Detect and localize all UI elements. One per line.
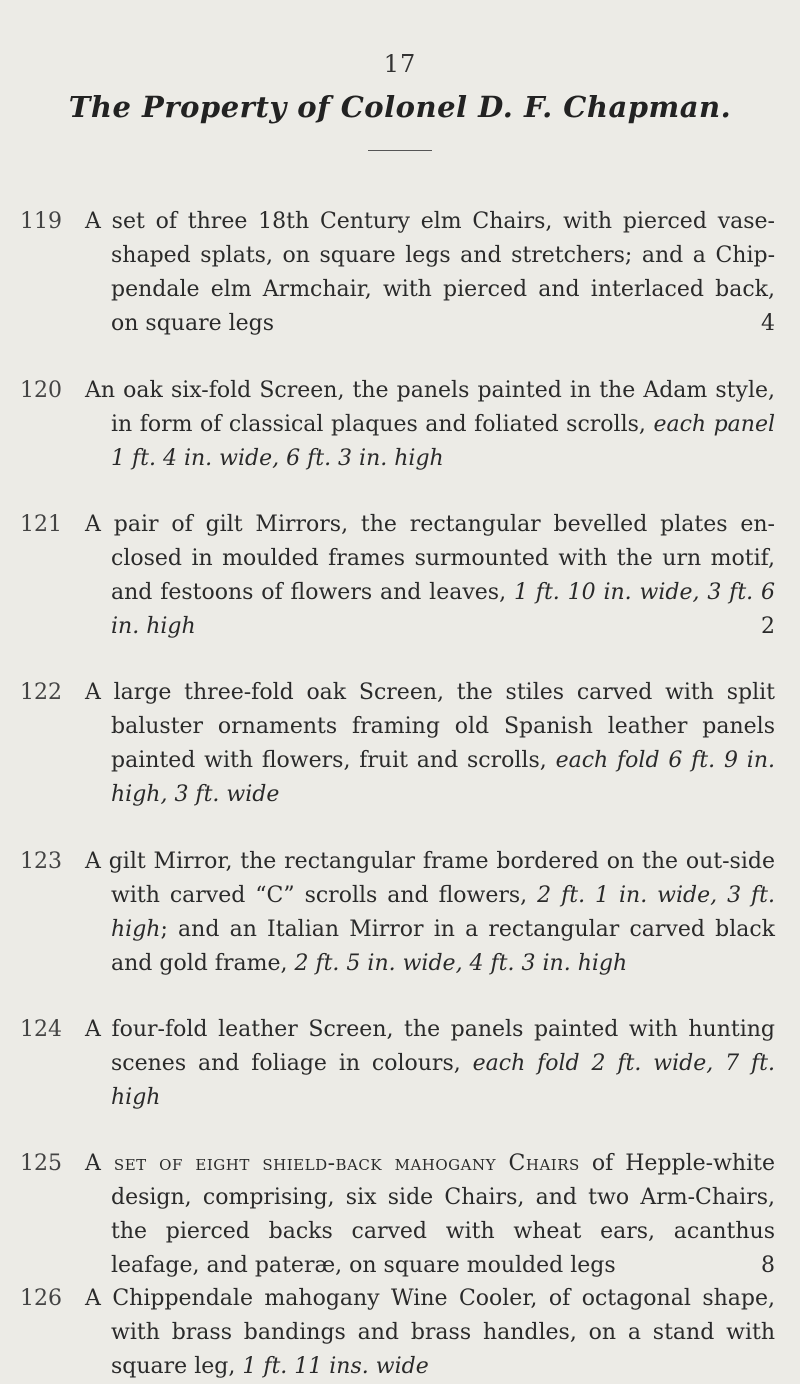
lot-number: 125: [20, 1151, 62, 1176]
lot-description: [85, 1282, 775, 1384]
lot-dimensions: each fold 2 ft. wide, 7 ft. high: [111, 1051, 775, 1110]
lot-lead-text: A set of eight shield-back mahogany Chairs: [85, 1151, 580, 1176]
lot-text: of Hepple-white design, comprising, six side Chairs, and two Arm-Chairs, the pierced backs carved with wheat ears, acanthus leafage, and pateræ, on square moulded legs: [111, 1151, 775, 1278]
lot-dimensions: 1 ft. 11 ins. wide: [242, 1354, 429, 1379]
lot-description: [85, 205, 775, 341]
lot-text: A pair of gilt Mirrors, the rectangular bevelled plates en-closed in moulded frames surmounted with the urn motif, and festoons of flowers and leaves,: [85, 512, 775, 605]
lot-text: An oak six-fold Screen, the panels painted in the Adam style, in form of classical plaques and foliated scrolls,: [85, 378, 775, 437]
lot-number: 120: [20, 378, 62, 403]
lot-entry: [0, 374, 800, 476]
lot-description: [85, 1013, 775, 1115]
lot-entry: [0, 845, 800, 981]
lot-text: A gilt Mirror, the rectangular frame bordered on the out-side with carved “C” scrolls and flowers,: [85, 849, 775, 908]
lot-text: A set of three 18th Century elm Chairs, with pierced vase-shaped splats, on square legs and stretchers; and a Chip-pendale elm Armchair, with pierced and interlaced back, on square legs: [85, 209, 775, 336]
lot-number: 124: [20, 1017, 62, 1042]
lot-text: A large three-fold oak Screen, the stiles carved with split baluster ornaments framing old Spanish leather panels painted with flowers, fruit and scrolls,: [85, 680, 775, 773]
lot-dimensions: each panel 1 ft. 4 in. wide, 6 ft. 3 in. high: [111, 412, 775, 471]
lot-entry: [0, 1282, 800, 1384]
page-title: The Property of Colonel D. F. Chapman.: [68, 90, 732, 124]
lot-description: [85, 1147, 775, 1283]
lot-description: [85, 676, 775, 812]
lot-description: [85, 374, 775, 476]
lot-number: 123: [20, 849, 62, 874]
lot-number: 119: [20, 209, 62, 234]
lot-number: 126: [20, 1286, 62, 1311]
page-number: 17: [383, 50, 417, 78]
lot-entry: [0, 1147, 800, 1283]
lot-entry: [0, 676, 800, 812]
lot-text: A four-fold leather Screen, the panels painted with hunting scenes and foliage in colours,: [85, 1017, 775, 1076]
lot-quantity: 8: [761, 1253, 775, 1278]
lot-dimensions-second: 2 ft. 5 in. wide, 4 ft. 3 in. high: [294, 951, 628, 976]
lot-entry: [0, 508, 800, 644]
lot-quantity: 4: [761, 311, 775, 336]
lot-quantity: 2: [761, 614, 775, 639]
lot-dimensions: 1 ft. 10 in. wide, 3 ft. 6 in. high: [111, 580, 775, 639]
lot-number: 122: [20, 680, 62, 705]
lot-number: 121: [20, 512, 62, 537]
lot-dimensions: each fold 6 ft. 9 in. high, 3 ft. wide: [111, 748, 775, 807]
lot-text: A Chippendale mahogany Wine Cooler, of octagonal shape, with brass bandings and brass handles, on a stand with square leg,: [85, 1286, 775, 1379]
lot-text-continued: ; and an Italian Mirror in a rectangular carved black and gold frame,: [111, 917, 775, 976]
lot-entry: [0, 205, 800, 341]
lot-entry: [0, 1013, 800, 1115]
lot-description: [85, 508, 775, 644]
lot-dimensions: 2 ft. 1 in. wide, 3 ft. high: [111, 883, 776, 942]
lot-description: [85, 845, 775, 981]
title-divider: [368, 150, 432, 151]
